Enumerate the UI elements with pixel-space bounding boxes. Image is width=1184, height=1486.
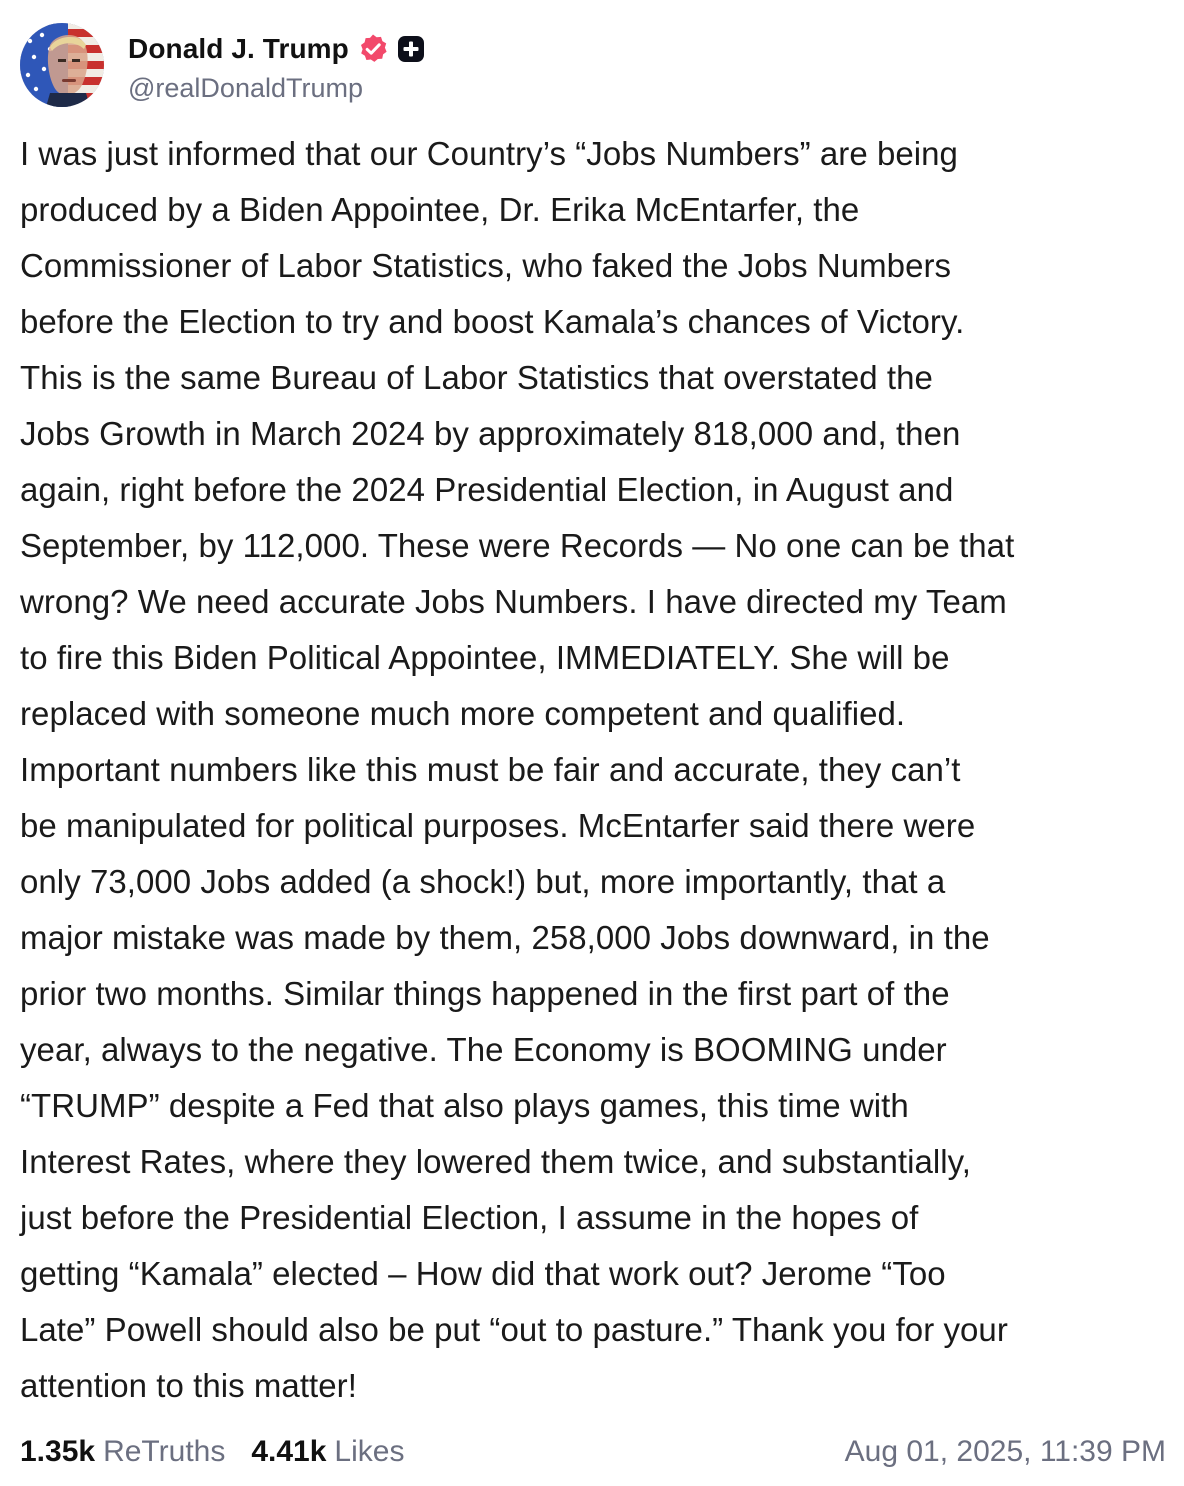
- plus-badge-icon: [397, 35, 425, 63]
- retruths-label: ReTruths: [103, 1435, 226, 1468]
- avatar[interactable]: [20, 23, 104, 107]
- likes-stat[interactable]: [251, 1435, 404, 1469]
- likes-count: 4.41k: [251, 1435, 327, 1468]
- display-name[interactable]: Donald J. Trump: [128, 32, 349, 64]
- author-handle[interactable]: @realDonaldTrump: [128, 72, 363, 103]
- name-row: [128, 27, 425, 71]
- verified-badge-icon: [357, 33, 389, 65]
- post-header: [20, 22, 425, 108]
- retruths-count: 1.35k: [20, 1435, 96, 1468]
- avatar-image: [20, 23, 104, 107]
- author-identity: [128, 27, 425, 104]
- post-body-text: I was just informed that our Country’s “Jobs Numbers” are being produced by a Biden Appointee, Dr. Erika McEntarfer, the Commissioner of Labor Statistics, who faked the Jobs Numbers before the Election to try and boost Kamala’s chances of Victory. This is the same Bureau of Labor Statistics that overstated the Jobs Growth in March 2024 by approximately 818,000 and, then again, right before the 2024 Presidential Election, in August and September, by 112,000. These were Records — No one can be that wrong? We need accurate Jobs Numbers. I have directed my Team to fire this Biden Political Appointee, IMMEDIATELY. She will be replaced with someone much more competent and qualified. Important numbers like this must be fair and accurate, they can’t be manipulated for political purposes. McEntarfer said there were only 73,000 Jobs added (a shock!) but, more importantly, that a major mistake was made by them, 258,000 Jobs downward, in the prior two months. Similar things happened in the first part of the year, always to the negative. The Economy is BOOMING under “TRUMP” despite a Fed that also plays games, this time with Interest Rates, where they lowered them twice, and substantially, just before the Presidential Election, I assume in the hopes of getting “Kamala” elected – How did that work out? Jerome “Too Late” Powell should also be put “out to pasture.” Thank you for your attention to this matter!: [20, 135, 1015, 1404]
- likes-label: Likes: [334, 1435, 405, 1468]
- post-footer: [20, 1426, 1166, 1478]
- post-timestamp[interactable]: Aug 01, 2025, 11:39 PM: [844, 1435, 1166, 1468]
- post-stats: [20, 1435, 404, 1469]
- retruths-stat[interactable]: [20, 1435, 225, 1469]
